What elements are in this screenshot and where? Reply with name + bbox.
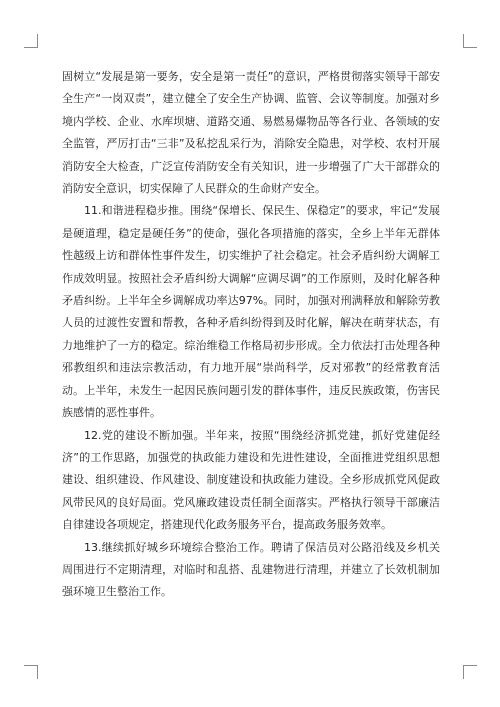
crop-mark-top-right — [463, 34, 477, 48]
crop-mark-top-left — [24, 34, 38, 48]
paragraph-safety-continued: 固树立“发展是第一要务，安全是第一责任”的意识，严格贯彻落实领导干部安全生产“一岗双责”，建立健全了安全生产协调、监管、会议等制度。加强对乡境内学校、企业、水库坝塘、道路交通、易燃易爆物品等各行业、各领域的安全监管，严厉打击“三非”及私挖乱采行为，消除安全隐患，对学校、农村开展消防安全大检查，广泛宣传消防安全有关知识，进一步增强了广大干部群众的消防安全意识，切实保障了人民群众的生命财产安全。 — [62, 70, 440, 196]
paragraph-item-11-harmony: 11.和谐进程稳步推。围绕“保增长、保民生、保稳定”的要求，牢记“发展是硬道理，稳定是硬任务”的使命，强化各项措施的落实，全乡上半年无群体性越级上访和群体性事件发生，切实维护了社会稳定。社会矛盾纠纷大调解工作成效明显。按照社会矛盾纠纷大调解“应调尽调”的工作原则，及时化解各种矛盾纠纷。上半年全乡调解成功率达97%。同时，加强对刑满释放和解除劳教人员的过渡性安置和帮教，各种矛盾纠纷得到及时化解，解决在萌芽状态，有力地维护了一方的稳定。综治维稳工作格局初步形成。全力依法打击处理各种邪教组织和违法宗教活动，有力地开展“崇尚科学，反对邪教”的经常教育活动。上半年，未发生一起因民族问题引发的群体事件，违反民族政策，伤害民族感情的恶性事件。 — [62, 204, 440, 420]
crop-mark-bottom-right — [463, 665, 477, 679]
crop-mark-bottom-left — [24, 665, 38, 679]
document-body — [62, 66, 440, 604]
paragraph-item-13-environment: 13.继续抓好城乡环境综合整治工作。聘请了保洁员对公路沿线及乡机关周围进行不定期清理，对临时和乱搭、乱建物进行清理，并建立了长效机制加强环境卫生整治工作。 — [62, 540, 440, 599]
paragraph-item-12-party-building: 12.党的建设不断加强。半年来，按照“围绕经济抓党建，抓好党建促经济”的工作思路，加强党的执政能力建设和先进性建设，全面推进党组织思想建设、组织建设、作风建设、制度建设和执政能力建设。全乡形成抓党风促政风带民风的良好局面。党风廉政建设责任制全面落实。严格执行领导干部廉洁自律建设各项规定，搭建现代化政务服务平台，提高政务服务效率。 — [62, 428, 440, 532]
